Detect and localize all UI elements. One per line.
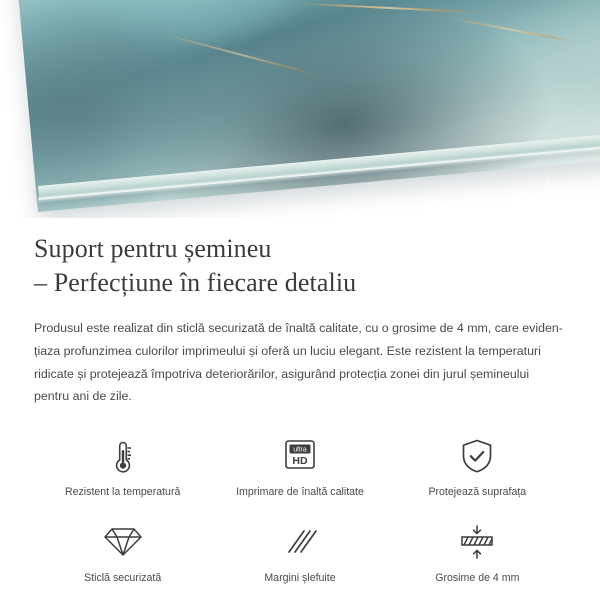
sparkle-icon: [556, 196, 590, 218]
gold-vein: [297, 3, 487, 14]
gold-vein: [159, 33, 324, 78]
feature-item-surface-protection: [389, 434, 566, 500]
description-paragraph: Produsul este realizat din sticlă securizată de înaltă calitate, cu o grosime de 4 mm, care eviden-țiaza profunzimea culorilor imprimeului și oferă un luciu elegant. Este rezistent la temperaturi ridicate și protejează împotriva deteriorărilor, asigurând protecția zonei din jurul șemineului pentru ani de zile.: [34, 320, 563, 404]
gold-vein: [445, 16, 583, 44]
thermometer-icon: [101, 434, 145, 478]
hero-image-inner: [0, 0, 600, 218]
svg-text:ultra: ultra: [293, 446, 307, 454]
feature-item-print-quality: [211, 434, 388, 500]
hero-image: [0, 0, 600, 218]
feature-label: Rezistent la temperatură: [64, 486, 181, 499]
feature-item-thickness: [389, 520, 566, 586]
feature-label: Grosime de 4 mm: [435, 572, 520, 585]
feature-item-temperature: [34, 434, 211, 500]
shield-check-icon: [455, 434, 499, 478]
diamond-icon: [101, 520, 145, 564]
feature-label: Margini șlefuite: [264, 572, 336, 585]
ultra-hd-icon: [278, 434, 322, 478]
feature-label: Protejează suprafața: [428, 486, 527, 499]
page-title-line-2: – Perfecțiune în fiecare detaliu: [34, 268, 357, 298]
feature-item-polished-edges: [211, 520, 388, 586]
polished-edges-icon: [278, 520, 322, 564]
svg-text:HD: HD: [292, 455, 308, 468]
content-section: [0, 218, 600, 586]
feature-label: Imprimare de înaltă calitate: [236, 486, 364, 499]
page-title-line-1: Suport pentru șemineu: [34, 234, 272, 263]
page-title: [34, 232, 566, 301]
feature-item-tempered-glass: [34, 520, 211, 586]
thickness-4mm-icon: [455, 520, 499, 564]
feature-grid: [34, 434, 566, 586]
sparkle-icon: [520, 170, 578, 218]
feature-label: Sticlă securizată: [84, 572, 162, 585]
